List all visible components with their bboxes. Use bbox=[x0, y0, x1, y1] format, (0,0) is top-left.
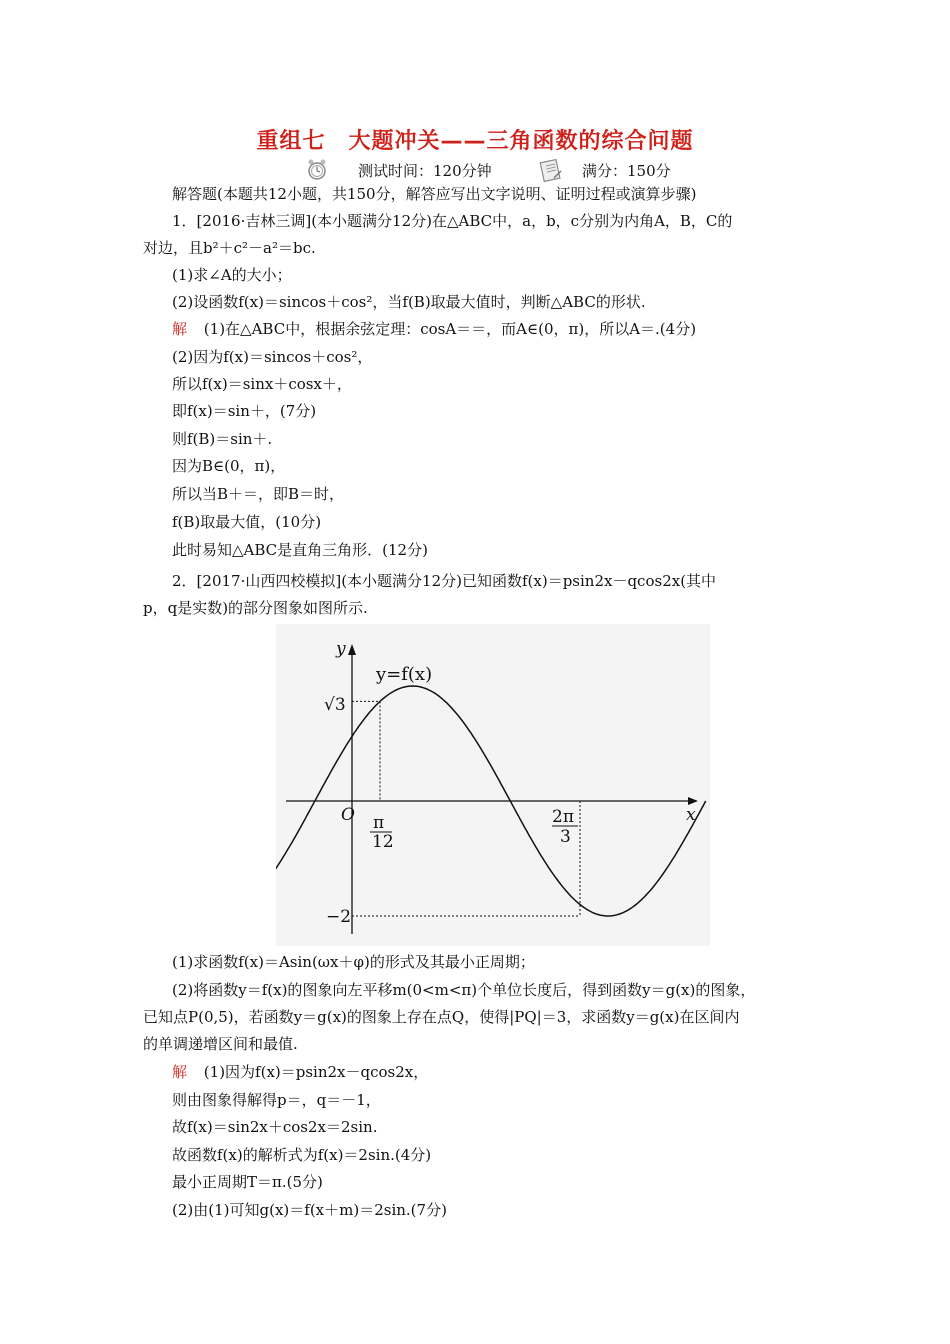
test-time: 测试时间：120分钟 bbox=[358, 162, 492, 180]
test-meta bbox=[0, 158, 950, 182]
problem1-solution-line5: 则f(B)＝sin＋. bbox=[172, 430, 273, 448]
problem2-question2-line1: (2)将函数y＝f(x)的图象向左平移m(0<m<π)个单位长度后，得到函数y＝g(x)的图象， bbox=[172, 981, 756, 999]
problem2-solution-line2: 则由图象得解得p＝，q＝－1， bbox=[172, 1091, 381, 1109]
function-graph bbox=[276, 624, 710, 946]
full-score: 满分：150分 bbox=[582, 162, 671, 180]
problem1-stem-line1: 1．[2016·吉林三调](本小题满分12分)在△ABC中，a，b，c分别为内角A，B，C的 bbox=[172, 212, 733, 230]
solution-label: 解 bbox=[172, 1063, 188, 1081]
problem1-stem-line2: 对边，且b²＋c²－a²＝bc. bbox=[143, 239, 316, 257]
sqrt3-tick-label: √3 bbox=[324, 695, 346, 715]
problem2-solution-line4: 故函数f(x)的解析式为f(x)＝2sin.(4分) bbox=[172, 1146, 432, 1164]
problem1-solution-line1: 解 (1)在△ABC中，根据余弦定理：cosA＝＝，而A∈(0，π)，所以A＝.(4分) bbox=[172, 320, 697, 338]
problem1-solution-line8: f(B)取最大值，(10分) bbox=[172, 513, 322, 531]
pi12-numerator: π bbox=[373, 813, 385, 833]
problem1-question1: (1)求∠A的大小； bbox=[172, 266, 292, 284]
instructions: 解答题(本题共12小题，共150分，解答应写出文字说明、证明过程或演算步骤) bbox=[172, 185, 697, 203]
clock-icon bbox=[306, 158, 328, 182]
problem2-stem-line2: p，q是实数)的部分图象如图所示. bbox=[143, 599, 368, 617]
problem2-solution-line6: (2)由(1)可知g(x)＝f(x＋m)＝2sin.(7分) bbox=[172, 1201, 447, 1219]
x-axis-label: x bbox=[686, 805, 696, 825]
solution-label: 解 bbox=[172, 320, 188, 338]
origin-label: O bbox=[341, 805, 355, 825]
page-title: 重组七 大题冲关——三角函数的综合问题 bbox=[256, 129, 694, 154]
document-icon bbox=[538, 158, 564, 182]
problem2-solution-line5: 最小正周期T＝π.(5分) bbox=[172, 1173, 323, 1191]
problem1-solution-line2: (2)因为f(x)＝sincos＋cos²， bbox=[172, 348, 373, 366]
problem2-question2-line3: 的单调递增区间和最值. bbox=[143, 1035, 298, 1053]
problem1-solution-line9: 此时易知△ABC是直角三角形．(12分) bbox=[172, 541, 428, 559]
problem2-question1: (1)求函数f(x)＝Asin(ωx＋φ)的形式及其最小正周期； bbox=[172, 953, 535, 971]
problem1-solution-line6: 因为B∈(0，π)， bbox=[172, 457, 286, 475]
problem1-solution-line4: 即f(x)＝sin＋，(7分) bbox=[172, 402, 317, 420]
problem2-solution-line1: 解 (1)因为f(x)＝psin2x－qcos2x， bbox=[172, 1063, 429, 1081]
y-axis-label: y bbox=[336, 639, 346, 659]
problem2-solution-line3: 故f(x)＝sin2x＋cos2x＝2sin. bbox=[172, 1118, 378, 1136]
problem1-solution-line7: 所以当B＋＝，即B＝时， bbox=[172, 485, 345, 503]
x-axis-arrow bbox=[688, 797, 698, 805]
problem1-question2: (2)设函数f(x)＝sincos＋cos²，当f(B)取最大值时，判断△ABC的形状. bbox=[172, 293, 646, 311]
problem2-question2-line2: 已知点P(0,5)，若函数y＝g(x)的图象上存在点Q，使得|PQ|＝3，求函数y＝g(x)在区间内 bbox=[143, 1008, 740, 1026]
graph-svg bbox=[276, 624, 710, 946]
curve-label: y=f(x) bbox=[376, 664, 433, 685]
y-axis-arrow bbox=[348, 644, 356, 655]
two-pi-thirds-numerator: 2π bbox=[552, 807, 574, 827]
pi12-denominator: 12 bbox=[372, 832, 394, 852]
two-pi-thirds-denominator: 3 bbox=[560, 827, 571, 847]
problem2-stem-line1: 2．[2017·山西四校模拟](本小题满分12分)已知函数f(x)＝psin2x－qcos2x(其中 bbox=[172, 572, 717, 590]
neg2-tick-label: −2 bbox=[326, 907, 352, 927]
problem1-solution-line3: 所以f(x)＝sinx＋cosx＋， bbox=[172, 375, 352, 393]
